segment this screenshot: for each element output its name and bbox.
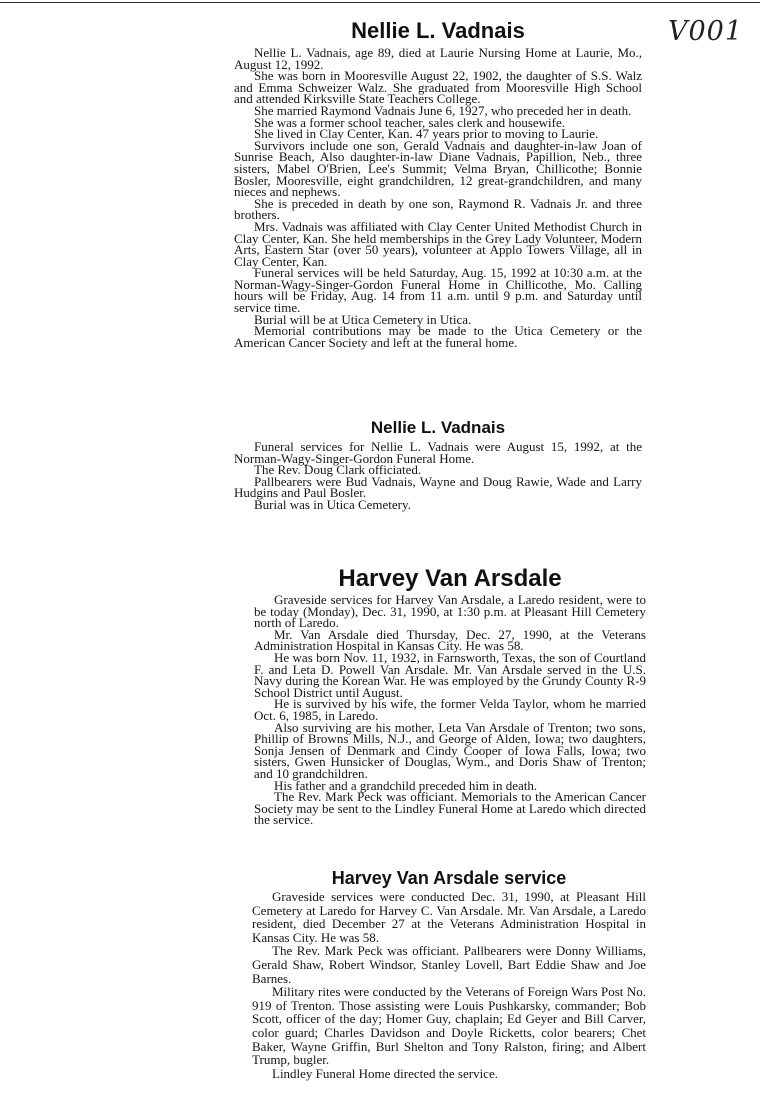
- paragraph: Survivors include one son, Gerald Vadnais and daughter-in-law Joan of Sunrise Beach, Also daughter-in-law Diane Vadnais, Papillion, Neb., three sisters, Mabel O'Brien, Lee's Summit; Velma Bryan, Chillicothe; Bonnie Bosler, Mooresville, eight grandchildren, 12 great-grandchildren, and many nieces and nephews.: [234, 137, 642, 200]
- clipping-headline: Nellie L. Vadnais: [370, 418, 506, 437]
- paragraph: She lived in Clay Center, Kan. 47 years prior to moving to Laurie.: [254, 126, 599, 142]
- paragraph: Graveside services were conducted Dec. 31, 1990, at Pleasant Hill Cemetery at Laredo for Harvey C. Van Arsdale. Mr. Van Arsdale, a Laredo resident, died December 27 at the Veterans Administration Hospital in Kansas City. He was 58.: [252, 889, 646, 945]
- paragraph: Burial will be at Utica Cemetery in Utica.: [254, 311, 472, 327]
- paragraph: The Rev. Mark Peck was officiant. Pallbearers were Donny Williams, Gerald Shaw, Robert Windsor, Stanley Lovell, Bart Eddie Shaw and Joe Barnes.: [252, 943, 646, 986]
- paragraph: Funeral services for Nellie L. Vadnais were August 15, 1992, at the Norman-Wagy-Singer-Gordon Funeral Home.: [234, 439, 642, 466]
- paragraph: The Rev. Doug Clark officiated.: [254, 462, 422, 478]
- paragraph: Pallbearers were Bud Vadnais, Wayne and Doug Rawie, Wade and Larry Hudgins and Paul Bosler.: [234, 473, 642, 501]
- paragraph: Burial was in Utica Cemetery.: [254, 496, 411, 512]
- paragraph: Also surviving are his mother, Leta Van Arsdale of Trenton; two sons, Phillip of Browns Mills, N.J., and George of Alden, Iowa; two daughters, Sonja Jensen of Denmark and Cindy Cooper of Iowa Falls, Iowa; two sisters, Gwen Hunsicker of Douglas, Wym., and Doris Shaw of Trenton; and 10 grandchildren.: [254, 719, 646, 781]
- paragraph: Funeral services will be held Saturday, Aug. 15, 1992 at 10:30 a.m. at the Norman-Wagy-Singer-Gordon Funeral Home in Chillicothe, Mo. Calling hours will be Friday, Aug. 14 from 11 a.m. until 9 p.m. and Saturday until service time.: [234, 265, 642, 316]
- paragraph: She married Raymond Vadnais June 6, 1927, who preceded her in death.: [254, 102, 632, 118]
- obituary-clipping-harvey-van-arsdale: [254, 566, 646, 826]
- paragraph: Memorial contributions may be made to the Utica Cemetery or the American Cancer Society and left at the funeral home.: [234, 323, 642, 350]
- paragraph: The Rev. Mark Peck was officiant. Memorials to the American Cancer Society may be sent to the Lindley Funeral Home at Laredo which directed the service.: [254, 789, 646, 828]
- paragraph: Mr. Van Arsdale died Thursday, Dec. 27, 1990, at the Veterans Administration Hospital in Kansas City. He was 58.: [254, 626, 646, 654]
- paragraph: She is preceded in death by one son, Raymond R. Vadnais Jr. and three brothers.: [234, 195, 642, 223]
- funeral-notice-clipping-nellie-vadnais: [234, 418, 642, 511]
- paragraph: His father and a grandchild preceded him in death.: [274, 777, 538, 793]
- paragraph: Lindley Funeral Home directed the service.: [272, 1065, 498, 1081]
- paragraph: He is survived by his wife, the former Velda Taylor, whom he married Oct. 6, 1985, in Laredo.: [254, 696, 646, 723]
- clipping-headline: Harvey Van Arsdale: [338, 565, 562, 592]
- paragraph: She was a former school teacher, sales clerk and housewife.: [254, 114, 565, 130]
- top-border-rule: [0, 2, 760, 3]
- obituary-clipping-nellie-vadnais: [234, 18, 642, 348]
- paragraph: Graveside services for Harvey Van Arsdale, a Laredo resident, were to be today (Monday), Dec. 31, 1990, at 1:30 p.m. at Pleasant Hill Cemetery north of Laredo.: [254, 592, 646, 631]
- paragraph: Nellie L. Vadnais, age 89, died at Laurie Nursing Home at Laurie, Mo., August 12, 1992.: [234, 45, 642, 72]
- handwritten-reference-mark: V001: [668, 16, 744, 47]
- paragraph: He was born Nov. 11, 1932, in Farnsworth, Texas, the son of Courtland F. and Leta D. Powell Van Arsdale. Mr. Van Arsdale served in the U.S. Navy during the Korean War. He was employed by the Grundy County R-9 School District until August.: [254, 649, 646, 700]
- clipping-headline: Nellie L. Vadnais: [351, 18, 525, 43]
- paragraph: Military rites were conducted by the Veterans of Foreign Wars Post No. 919 of Trenton. Those assisting were Louis Pushkarsky, commander; Bob Scott, officer of the day; Homer Guy, chaplain; Ed Geyer and Bill Carver, color guard; Charles Davidson and Doyle Ricketts, color bearers; Chet Baker, Wayne Griffin, Burl Shelton and Tony Ralston, firing; and Albert Trump, bugler.: [252, 984, 646, 1068]
- paragraph: Mrs. Vadnais was affiliated with Clay Center United Methodist Church in Clay Center, Kan. She held memberships in the Grey Lady Volunteer, Modern Arts, Eastern Star (over 50 years), volunteer at Applo Towers Village, all in Clay Center, Kan.: [234, 218, 642, 269]
- service-notice-clipping-harvey-van-arsdale: [252, 868, 646, 1080]
- clipping-headline: Harvey Van Arsdale service: [331, 868, 567, 888]
- paragraph: She was born in Mooresville August 22, 1902, the daughter of S.S. Walz and Emma Schweizer Walz. She graduated from Mooresville High School and attended Kirksville State Teachers College.: [234, 68, 642, 107]
